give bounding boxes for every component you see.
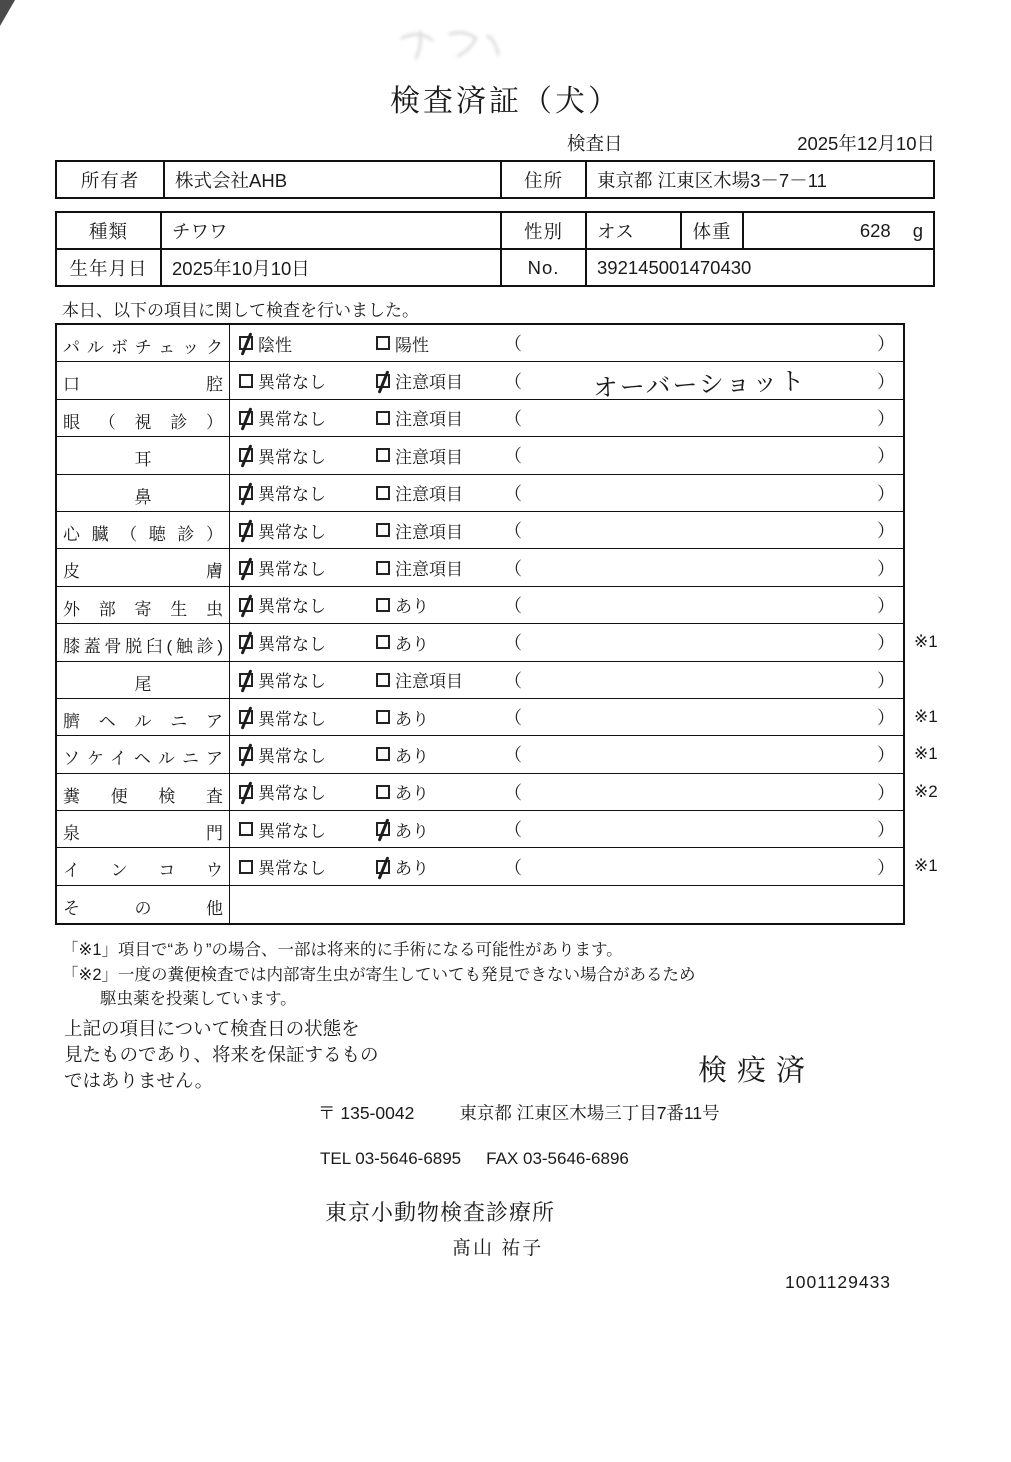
checkbox-option — [230, 592, 367, 617]
checkbox-label: 陽性 — [395, 335, 429, 355]
footnote-2-continued: 駆虫薬を投薬しています。 — [100, 990, 297, 1008]
result-field — [502, 667, 903, 693]
checkbox-label: 異常なし — [258, 447, 326, 467]
checkbox-checked-icon[interactable] — [239, 747, 253, 761]
checkbox-label: あり — [395, 859, 429, 879]
checkbox-label: 異常なし — [258, 672, 326, 692]
result-field — [502, 517, 903, 543]
open-paren: （ — [504, 521, 522, 542]
inspection-row-content — [230, 400, 903, 436]
open-paren: （ — [504, 408, 522, 429]
open-paren: （ — [504, 745, 522, 766]
disclaimer-line-3: ではありません。 — [64, 1070, 214, 1091]
checkbox-icon[interactable] — [376, 523, 390, 537]
close-paren: ） — [877, 782, 895, 803]
inspection-row — [57, 624, 938, 661]
checkbox-label: あり — [395, 597, 429, 617]
close-paren: ） — [877, 595, 895, 616]
result-field — [502, 330, 903, 356]
handwritten-note: オーバーショット — [592, 366, 807, 403]
checkbox-option — [230, 480, 367, 505]
checkbox-option — [230, 443, 367, 468]
checkbox-option — [367, 405, 502, 430]
clinic-fax: FAX 03-5646-6896 — [486, 1149, 629, 1168]
checkbox-option — [230, 705, 367, 730]
clinic-address-row — [318, 1100, 720, 1125]
weight-unit: g — [912, 219, 923, 241]
inspection-item-label: 皮膚 — [57, 549, 230, 585]
inspection-row — [57, 662, 903, 699]
footnote-1: 「※1」項目で“あり”の場合、一部は将来的に手術になる可能性があります。 — [62, 941, 623, 959]
inspection-row — [57, 736, 938, 773]
open-paren: （ — [504, 708, 522, 729]
checkbox-icon[interactable] — [376, 486, 390, 500]
inspection-item-label: インコウ — [57, 848, 230, 884]
checkbox-label: 注意項目 — [395, 447, 463, 467]
result-field — [502, 741, 903, 767]
checkbox-label: 注意項目 — [395, 560, 463, 580]
checkbox-icon[interactable] — [239, 860, 253, 874]
checkbox-checked-icon[interactable] — [239, 785, 253, 799]
breed-label: 種類 — [57, 213, 162, 248]
disclaimer-text — [64, 1016, 379, 1094]
open-paren: （ — [504, 371, 522, 392]
close-paren: ） — [877, 820, 895, 841]
checkbox-checked-icon[interactable] — [239, 336, 253, 350]
exam-date-label: 検査日 — [567, 133, 623, 154]
disclaimer-line-1: 上記の項目について検査日の状態を — [64, 1018, 360, 1039]
open-paren: （ — [504, 820, 522, 841]
checkbox-label: 注意項目 — [395, 485, 463, 505]
checkbox-label: あり — [395, 784, 429, 804]
close-paren: ） — [877, 521, 895, 542]
close-paren: ） — [877, 558, 895, 579]
footnote-mark: ※1 — [914, 706, 938, 726]
inspection-item-label: 耳 — [57, 437, 230, 473]
close-paren: ） — [877, 708, 895, 729]
open-paren: （ — [504, 334, 522, 355]
breed-value: チワワ — [162, 213, 502, 248]
scan-corner-artifact — [0, 0, 15, 26]
result-field — [502, 480, 903, 506]
inspection-row-content — [230, 624, 903, 660]
checkbox-option — [230, 817, 367, 842]
inspection-item-label: 泉門 — [57, 811, 230, 847]
checkbox-label: 陰性 — [258, 335, 292, 355]
footnote-mark: ※1 — [914, 856, 938, 876]
checkbox-option — [367, 817, 502, 842]
number-value: 392145001470430 — [597, 256, 752, 278]
checkbox-icon[interactable] — [376, 336, 390, 350]
handwritten-note — [522, 788, 877, 800]
checkbox-option — [230, 779, 367, 804]
inspection-row-content — [230, 811, 903, 847]
close-paren: ） — [877, 633, 895, 654]
checkbox-option — [367, 368, 502, 393]
checkbox-label: 異常なし — [258, 373, 326, 393]
checkbox-icon[interactable] — [239, 374, 253, 388]
result-field — [502, 779, 903, 805]
quarantine-stamp: 検疫済 — [698, 1055, 816, 1087]
checkbox-label: 異常なし — [258, 522, 326, 542]
disclaimer-line-2: 見たものであり、将来を保証するもの — [64, 1044, 379, 1065]
checkbox-label: 異常なし — [258, 784, 326, 804]
checkbox-checked-icon[interactable] — [239, 710, 253, 724]
open-paren: （ — [504, 633, 522, 654]
weight-value: 628 — [859, 219, 891, 241]
checkbox-option — [367, 331, 502, 356]
checkbox-option — [230, 667, 367, 692]
checkbox-icon[interactable] — [376, 598, 390, 612]
sex-label: 性別 — [502, 213, 587, 248]
inspection-row — [57, 848, 938, 885]
checkbox-checked-icon[interactable] — [239, 523, 253, 537]
checkbox-label: 異常なし — [258, 821, 326, 841]
clinic-tel: TEL 03-5646-6895 — [320, 1149, 462, 1168]
checkbox-option — [367, 555, 502, 580]
checkbox-label: 異常なし — [258, 410, 326, 430]
handwritten-note — [522, 451, 877, 463]
checkbox-checked-icon[interactable] — [239, 486, 253, 500]
checkbox-icon[interactable] — [376, 561, 390, 575]
animal-table-row-2 — [57, 250, 933, 285]
checkbox-option — [367, 854, 502, 879]
inspection-row — [57, 774, 938, 811]
result-field — [502, 704, 903, 730]
inspection-row-content — [230, 736, 903, 772]
inspection-item-label: 眼（視診） — [57, 400, 230, 436]
checkbox-label: 異常なし — [258, 746, 326, 766]
handwritten-note — [522, 750, 877, 762]
inspection-row-content — [230, 699, 903, 735]
owner-table — [55, 160, 935, 199]
sex-value: オス — [587, 213, 682, 248]
inspection-row — [57, 811, 903, 848]
result-field — [502, 442, 903, 468]
owner-value: 株式会社AHB — [165, 162, 502, 197]
inspection-item-label: 心臓（聴診） — [57, 512, 230, 548]
checkbox-checked-icon[interactable] — [239, 673, 253, 687]
handwritten-note — [522, 526, 877, 538]
inspection-table — [55, 323, 938, 925]
checkbox-checked-icon[interactable] — [239, 635, 253, 649]
close-paren: ） — [877, 334, 895, 355]
exam-date-row — [55, 130, 935, 156]
open-paren: （ — [504, 857, 522, 878]
handwritten-note — [522, 638, 877, 650]
owner-address-label: 住所 — [502, 162, 587, 197]
inspection-item-label: 口腔 — [57, 362, 230, 398]
checkbox-option — [230, 555, 367, 580]
checkbox-icon[interactable] — [376, 448, 390, 462]
inspection-row — [57, 325, 903, 362]
checkbox-icon[interactable] — [239, 822, 253, 836]
inspection-item-label: 臍ヘルニア — [57, 699, 230, 735]
inspection-item-label: 尾 — [57, 662, 230, 698]
inspection-row-content — [230, 848, 903, 884]
checkbox-label: 異常なし — [258, 634, 326, 654]
checkbox-icon[interactable] — [376, 411, 390, 425]
checkbox-option — [230, 630, 367, 655]
inspection-item-label: 鼻 — [57, 475, 230, 511]
handwritten-note — [522, 713, 877, 725]
checkbox-option — [367, 667, 502, 692]
close-paren: ） — [877, 446, 895, 467]
result-field — [502, 629, 903, 655]
checkbox-label: あり — [395, 821, 429, 841]
inspection-item-label: 膝蓋骨脱臼(触診) — [57, 624, 230, 660]
open-paren: （ — [504, 558, 522, 579]
intro-text: 本日、以下の項目に関して検査を行いました。 — [62, 301, 419, 320]
handwritten-note — [522, 414, 877, 426]
footnote-mark: ※2 — [914, 781, 938, 801]
inspection-row-content — [230, 325, 903, 361]
clinic-address: 東京都 江東区木場三丁目7番11号 — [459, 1103, 720, 1123]
checkbox-checked-icon[interactable] — [239, 411, 253, 425]
open-paren: （ — [504, 595, 522, 616]
clinic-name: 東京小動物検査診療所 — [325, 1200, 556, 1225]
weight-label: 体重 — [682, 213, 744, 248]
inspection-item-label: パルボチェック — [57, 325, 230, 361]
checkbox-option — [367, 592, 502, 617]
checkbox-option — [230, 854, 367, 879]
postal-code: 〒 135-0042 — [318, 1103, 415, 1123]
checkbox-checked-icon[interactable] — [376, 860, 390, 874]
inspection-item-label: ソケイヘルニア — [57, 736, 230, 772]
checkbox-option — [367, 630, 502, 655]
result-field — [502, 854, 903, 880]
footnote-mark: ※1 — [914, 632, 938, 652]
inspection-row — [57, 362, 903, 403]
owner-address-value: 東京都 江東区木場3－7－11 — [597, 169, 827, 191]
inspection-item-label: 外部寄生虫 — [57, 587, 230, 623]
checkbox-option — [230, 405, 367, 430]
checkbox-option — [367, 480, 502, 505]
footnote-2: 「※2」一度の糞便検査では内部寄生虫が寄生していても発見できない場合があるため — [62, 966, 696, 984]
checkbox-icon[interactable] — [376, 747, 390, 761]
scan-smudge-artifact — [392, 26, 512, 66]
inspection-row — [57, 475, 903, 512]
close-paren: ） — [877, 408, 895, 429]
weight-cell — [744, 213, 933, 248]
close-paren: ） — [877, 745, 895, 766]
exam-date-value: 2025年12月10日 — [797, 133, 935, 154]
checkbox-label: 注意項目 — [395, 410, 463, 430]
checkbox-label: 異常なし — [258, 560, 326, 580]
inspection-row-content — [230, 886, 903, 923]
checkbox-icon[interactable] — [376, 785, 390, 799]
inspection-row — [57, 400, 903, 437]
checkbox-option — [367, 443, 502, 468]
result-field — [502, 592, 903, 618]
inspection-row-content — [230, 587, 903, 623]
inspection-row-content — [230, 549, 903, 585]
document-title: 検査済証（犬） — [390, 85, 621, 118]
checkbox-option — [230, 368, 367, 393]
inspection-item-label: その他 — [57, 886, 230, 923]
inspection-row — [57, 587, 903, 624]
owner-label: 所有者 — [57, 162, 165, 197]
inspection-row — [57, 699, 938, 736]
inspection-row-content — [230, 437, 903, 473]
checkbox-checked-icon[interactable] — [376, 374, 390, 388]
checkbox-option — [367, 518, 502, 543]
inspection-row — [57, 512, 903, 549]
checkbox-label: 注意項目 — [395, 522, 463, 542]
checkbox-option — [367, 705, 502, 730]
inspection-row-content — [230, 662, 903, 698]
close-paren: ） — [877, 857, 895, 878]
checkbox-icon[interactable] — [376, 673, 390, 687]
footnote-mark: ※1 — [914, 744, 938, 764]
checkbox-option — [367, 742, 502, 767]
inspection-row — [57, 437, 903, 474]
handwritten-note — [522, 676, 877, 688]
checkbox-option — [367, 779, 502, 804]
handwritten-note — [522, 601, 877, 613]
checkbox-label: あり — [395, 746, 429, 766]
checkbox-checked-icon[interactable] — [239, 598, 253, 612]
examiner-name: 髙山 祐子 — [452, 1238, 544, 1259]
inspection-row — [57, 886, 903, 923]
open-paren: （ — [504, 483, 522, 504]
result-field — [502, 555, 903, 581]
checkbox-icon[interactable] — [376, 635, 390, 649]
open-paren: （ — [504, 670, 522, 691]
checkbox-label: あり — [395, 709, 429, 729]
serial-number: 1001129433 — [785, 1272, 892, 1292]
inspection-row-content — [230, 512, 903, 548]
inspection-row — [57, 549, 903, 586]
handwritten-note — [522, 563, 877, 575]
inspection-row-content — [230, 475, 903, 511]
handwritten-note — [522, 489, 877, 501]
checkbox-label: 異常なし — [258, 597, 326, 617]
close-paren: ） — [877, 670, 895, 691]
open-paren: （ — [504, 446, 522, 467]
close-paren: ） — [877, 371, 895, 392]
checkbox-label: あり — [395, 634, 429, 654]
handwritten-note — [522, 825, 877, 837]
checkbox-label: 注意項目 — [395, 373, 463, 393]
handwritten-note — [522, 339, 877, 351]
close-paren: ） — [877, 483, 895, 504]
checkbox-label: 異常なし — [258, 485, 326, 505]
checkbox-checked-icon[interactable] — [239, 448, 253, 462]
number-label: No. — [502, 250, 587, 285]
clinic-telfax-row — [320, 1149, 629, 1169]
checkbox-option — [230, 742, 367, 767]
animal-table-row-1 — [57, 213, 933, 250]
checkbox-option — [230, 331, 367, 356]
handwritten-note — [522, 862, 877, 874]
inspection-row-content — [230, 774, 903, 810]
checkbox-checked-icon[interactable] — [376, 822, 390, 836]
checkbox-option — [230, 518, 367, 543]
inspection-item-label: 糞便検査 — [57, 774, 230, 810]
result-field — [502, 816, 903, 842]
result-field — [502, 405, 903, 431]
inspection-row-content — [230, 362, 903, 403]
animal-table — [55, 211, 935, 287]
birth-label: 生年月日 — [57, 250, 162, 285]
checkbox-label: 異常なし — [258, 859, 326, 879]
checkbox-icon[interactable] — [376, 710, 390, 724]
birth-value: 2025年10月10日 — [162, 250, 502, 285]
result-field — [502, 363, 903, 403]
open-paren: （ — [504, 782, 522, 803]
checkbox-label: 異常なし — [258, 709, 326, 729]
checkbox-label: 注意項目 — [395, 672, 463, 692]
checkbox-checked-icon[interactable] — [239, 561, 253, 575]
